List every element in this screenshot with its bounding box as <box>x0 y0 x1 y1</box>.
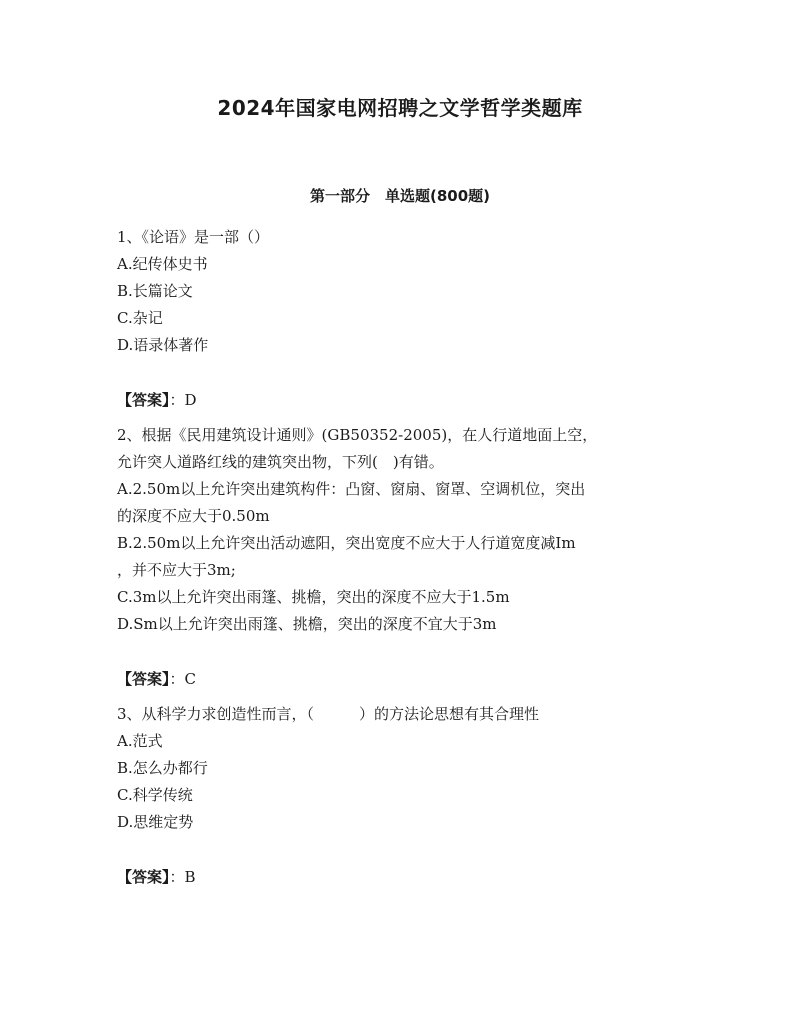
option-d: D.语录体著作 <box>117 336 209 354</box>
answer-value: ：B <box>169 868 196 886</box>
section-title: 第一部分 单选题(800题) <box>309 187 491 205</box>
option-b: B.2.50m以上允许突出活动遮阳，突出宽度不应大于人行道宽度减Im <box>117 534 576 552</box>
option-a: A.范式 <box>117 732 163 750</box>
answer-line <box>117 666 697 693</box>
option-a: A.2.50m以上允许突出建筑构件：凸窗、窗扇、窗罩、空调机位，突出 <box>117 480 586 498</box>
option-d: D.思维定势 <box>117 813 194 831</box>
question-list <box>117 224 697 899</box>
question-1 <box>117 224 697 414</box>
question-3 <box>117 701 697 891</box>
question-stem: 2、根据《民用建筑设计通则》(GB50352-2005)，在人行道地面上空， <box>117 426 598 444</box>
answer-label: 【答案】 <box>117 868 170 886</box>
question-2 <box>117 422 697 693</box>
answer-value: ：C <box>169 670 196 688</box>
answer-line <box>117 864 697 891</box>
option-c: C.3m以上允许突出雨篷、挑檐，突出的深度不应大于1.5m <box>117 588 510 606</box>
question-stem: 允许突人道路红线的建筑突出物，下列( )有错。 <box>117 453 444 471</box>
option-b-cont: ，并不应大于3m; <box>117 561 236 579</box>
option-b: B.怎么办都行 <box>117 759 208 777</box>
option-c: C.杂记 <box>117 309 163 327</box>
answer-value: ：D <box>169 391 197 409</box>
option-a: A.纪传体史书 <box>117 255 208 273</box>
answer-line <box>117 387 697 414</box>
answer-label: 【答案】 <box>117 670 170 688</box>
question-stem: 1、《论语》是一部（） <box>117 228 270 246</box>
option-a-cont: 的深度不应大于0.50m <box>117 507 270 525</box>
option-c: C.科学传统 <box>117 786 193 804</box>
option-b: B.长篇论文 <box>117 282 193 300</box>
option-d: D.Sm以上允许突出雨篷、挑檐，突出的深度不宜大于3m <box>117 615 497 633</box>
answer-label: 【答案】 <box>117 391 170 409</box>
document-title: 2024年国家电网招聘之文学哲学类题库 <box>217 96 583 120</box>
question-stem: 3、从科学力求创造性而言，（ ）的方法论思想有其合理性 <box>117 705 540 723</box>
